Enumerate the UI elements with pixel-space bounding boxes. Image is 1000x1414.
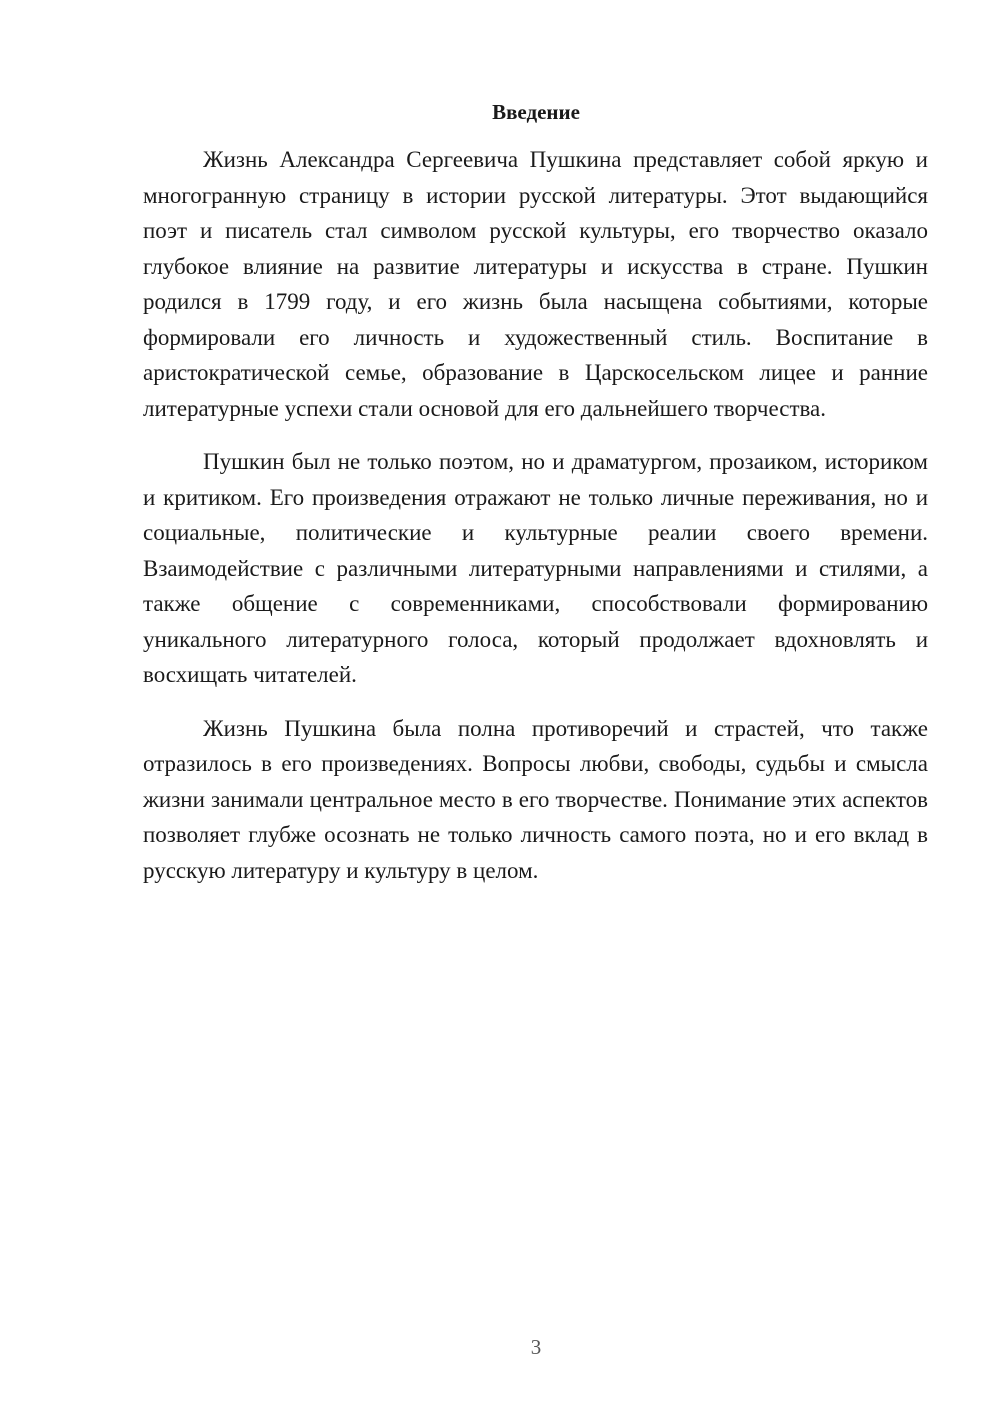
paragraph-3: Жизнь Пушкина была полна противоречий и страстей, что также отразилось в его произведениях. Вопросы любви, свободы, судьбы и смысла жизни занимали центральное место в его творчестве. Понимание этих аспектов позволяет глубже осознать не только личность самого поэта, но и его вклад в русскую литературу и культуру в целом. (143, 715, 928, 883)
page-number: 3 (530, 1335, 542, 1359)
section-heading: Введение (492, 100, 580, 124)
paragraph-1: Жизнь Александра Сергеевича Пушкина представляет собой яркую и многогранную страницу в истории русской литературы. Этот выдающийся поэт и писатель стал символом русской культуры, его творчество оказало глубокое влияние на развитие литературы и искусства в стране. Пушкин родился в 1799 году, и его жизнь была насыщена событиями, которые формировали его личность и художественный стиль. Воспитание в аристократической семье, образование в Царскосельском лицее и ранние литературные успехи стали основой для его дальнейшего творчества. (143, 147, 928, 421)
paragraph-2: Пушкин был не только поэтом, но и драматургом, прозаиком, историком и критиком. Его произведения отражают не только личные переживания, но и социальные, политические и культурные реалии своего времени. Взаимодействие с различными литературными направлениями и стилями, а также общение с современниками, способствовали формированию уникального литературного голоса, который продолжает вдохновлять и восхищать читателей. (143, 449, 928, 687)
body-text (143, 142, 928, 888)
